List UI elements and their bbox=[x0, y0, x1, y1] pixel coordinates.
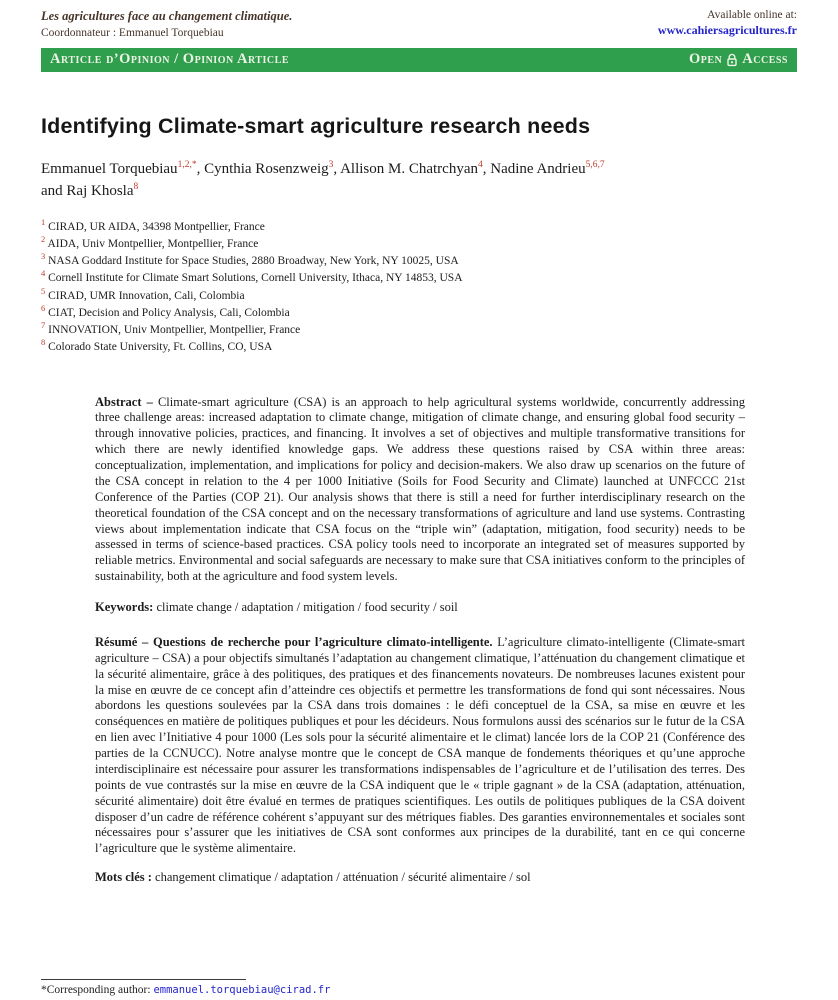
author-superscript: 4 bbox=[477, 160, 483, 170]
affiliation-text: AIDA, Univ Montpellier, Montpellier, France bbox=[45, 237, 259, 250]
available-online-label: Available online at: bbox=[707, 9, 797, 21]
affiliation-item bbox=[41, 302, 797, 322]
abstract-section bbox=[95, 395, 745, 887]
affiliation-number: 4 bbox=[41, 268, 46, 279]
affiliation-text: NASA Goddard Institute for Space Studies, 2880 Broadway, New York, NY 10025, USA bbox=[45, 255, 459, 267]
author-line: Emmanuel Torquebiau$^{1,2,*}$, Cynthia Rosenzweig$^3$, Allison M. Chatrchyan$^4$, Nadine Andrieu$^{5,6,7}$ and Raj Khosla$^8$ bbox=[41, 160, 605, 199]
corresponding-author-label: *Corresponding author: bbox=[41, 984, 154, 996]
masthead-left bbox=[41, 9, 292, 39]
author-superscript: 5,6,7 bbox=[585, 160, 605, 170]
affiliation-text: CIRAD, UR AIDA, 34398 Montpellier, France bbox=[45, 220, 265, 233]
affiliation-number: 7 bbox=[41, 320, 46, 331]
masthead bbox=[41, 9, 797, 39]
affiliation-item bbox=[41, 322, 797, 339]
affiliation-item bbox=[41, 253, 797, 270]
author-superscript: 3 bbox=[328, 160, 334, 170]
author-name: Cynthia Rosenzweig bbox=[204, 161, 329, 177]
journal-website-link[interactable]: www.cahiersagricultures.fr bbox=[657, 23, 797, 37]
affiliation-item bbox=[41, 216, 797, 236]
open-access-label-open: Open bbox=[689, 51, 723, 67]
keywords-text: climate change / adaptation / mitigation / food security / soil bbox=[156, 600, 458, 614]
open-access-icon bbox=[726, 53, 738, 67]
abstract-label: Abstract – bbox=[95, 394, 158, 409]
mots-cles-line bbox=[95, 870, 745, 886]
affiliation-list bbox=[41, 216, 797, 357]
affiliation-number: 6 bbox=[41, 302, 46, 313]
open-access-label-access: Access bbox=[742, 51, 788, 67]
affiliation-number: 8 bbox=[41, 337, 46, 348]
abstract-text: Climate-smart agriculture (CSA) is an approach to help agricultural systems worldwide, concurrently addressing three challenge areas: increased adaptation to climate change, mitigation of climate change, and ensuring global food security – through innovative policies, practices, and financing. It involves a set of objectives and multiple transformative transitions for which there are newly identified knowledge gaps. We address these questions raised by CSA within three areas: conceptualization, implementation, and implications for policy and decision-makers. We also draw up scenarios on the future of the CSA concept in relation to the 4 per 1000 Initiative (Soils for Food Security and Climate) launched at UNFCCC 21st Conference of the Parties (COP 21). Our analysis shows that there is still a need for further interdisciplinary research on the theoretical foundation of the CSA concept and on the necessary transformations of agriculture and land use systems. Contrasting views about implementation indicate that CSA focus on the “triple win” (adaptation, mitigation, food security) needs to be assessed in terms of science-based practices. CSA policy tools need to incorporate an integrated set of measures supported by reliable metrics. Environmental and social safeguards are necessary to make sure that CSA initiatives conform to the principles of sustainability, both at the agriculture and food system levels. bbox=[95, 394, 746, 584]
affiliation-number: 3 bbox=[41, 251, 46, 262]
resume-label: Résumé – Questions de recherche pour l’agriculture climato-intelligente. bbox=[95, 634, 498, 649]
affiliation-text: CIRAD, UMR Innovation, Cali, Colombia bbox=[45, 289, 245, 302]
keywords-label: Keywords: bbox=[95, 600, 157, 614]
article-type-label: Article d’Opinion / Opinion Article bbox=[50, 51, 289, 67]
resume-text: L’agriculture climato-intelligente (Climate-smart agriculture – CSA) a pour objectifs simultanés l’adaptation au changement climatique, l’atténuation du changement climatique et la sécurité alimentaire, grâce à des politiques, des pratiques et des financements novateurs. De nombreuses lacunes existent pour la mise en œuvre de ce concept afin d’atteindre ces objectifs et permettre les transformations de fond qui sont nécessaires. Nous abordons les questions soulevées par la CSA dans trois domaines : le défi conceptuel de la CSA, sa mise en œuvre et les conséquences en matière de politiques publiques et pour les décideurs. Nous formulons aussi des scénarios sur le futur de la CSA en lien avec l’Initiative 4 pour 1000 (Les sols pour la sécurité alimentaire et le climat) lancée lors de la COP 21 (Conférence des parties de la CCNUCC). Notre analyse montre que le concept de CSA manque de fondements théoriques et qu’une approche interdisciplinaire est nécessaire pour assurer les transformations indispensables de l’agriculture et de l’utilisation des terres. Des points de vue contrastés sur la mise en œuvre de la CSA indiquent que le « triple gagnant » de la CSA (adaptation, atténuation, sécurité alimentaire) doit être évalué en termes de pratiques scientifiques. Les outils de politiques publiques de la CSA doivent disposer d’un cadre de référence cohérent s’appuyant sur des métriques fiables. Des garanties environnementales et sociales sont nécessaires pour s’assurer que les initiatives de CSA sont conformes aux principes de la durabilité, tant en ce qui concerne l’agriculture que le système alimentaire. bbox=[95, 634, 745, 856]
footnote-rule bbox=[41, 979, 246, 980]
affiliation-item bbox=[41, 285, 797, 305]
page-title: Identifying Climate-smart agriculture research needs bbox=[41, 114, 591, 138]
affiliation-item bbox=[41, 339, 797, 356]
affiliation-number: 5 bbox=[41, 285, 46, 296]
coordinator-line: Coordonnateur : Emmanuel Torquebiau bbox=[41, 27, 224, 39]
author-name: Raj Khosla bbox=[66, 182, 134, 199]
author-name: Nadine Andrieu bbox=[490, 161, 586, 177]
footnote bbox=[41, 979, 330, 996]
author-superscript: 8 bbox=[133, 181, 139, 192]
author-name: Allison M. Chatrchyan bbox=[340, 161, 478, 177]
affiliation-number: 1 bbox=[41, 216, 46, 227]
article-type-banner bbox=[41, 48, 797, 72]
corresponding-author-email[interactable]: emmanuel.torquebiau@cirad.fr bbox=[153, 984, 331, 996]
author-name: Emmanuel Torquebiau bbox=[41, 161, 178, 177]
series-title: Les agricultures face au changement climatique. bbox=[41, 9, 293, 23]
affiliation-number: 2 bbox=[41, 233, 46, 244]
affiliation-text: INNOVATION, Univ Montpellier, Montpellier, France bbox=[45, 324, 301, 336]
affiliation-item bbox=[41, 233, 797, 253]
affiliation-text: Cornell Institute for Climate Smart Solutions, Cornell University, Ithaca, NY 14853, USA bbox=[45, 272, 463, 285]
author-superscript: 1,2,* bbox=[177, 160, 197, 170]
resume-paragraph bbox=[95, 635, 745, 857]
affiliation-text: CIAT, Decision and Policy Analysis, Cali, Colombia bbox=[45, 306, 290, 319]
affiliation-item bbox=[41, 270, 797, 287]
affiliation-text: Colorado State University, Ft. Collins, CO, USA bbox=[45, 341, 273, 354]
mots-cles-text: changement climatique / adaptation / atténuation / sécurité alimentaire / sol bbox=[155, 870, 531, 885]
open-access-badge bbox=[689, 51, 788, 68]
mots-cles-label: Mots clés : bbox=[95, 870, 156, 885]
keywords-line bbox=[95, 600, 745, 616]
abstract-paragraph bbox=[95, 395, 745, 586]
masthead-right bbox=[658, 9, 797, 38]
